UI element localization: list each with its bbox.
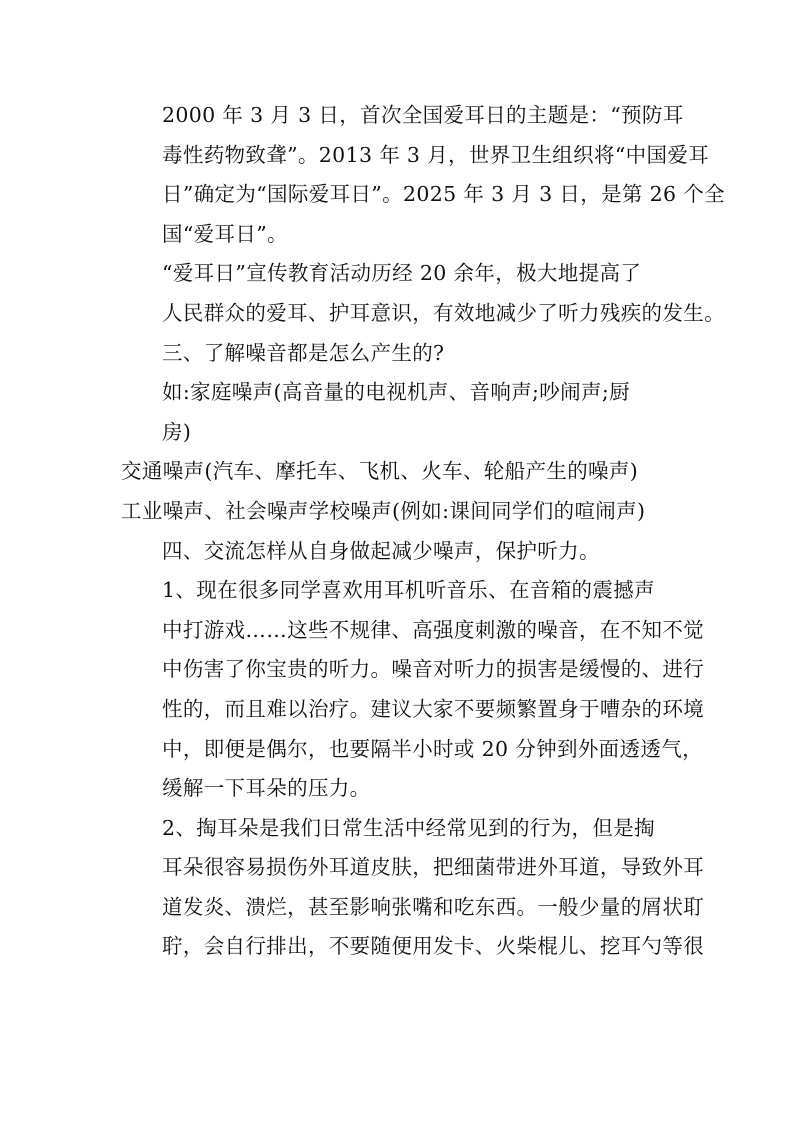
text-line: 国“爱耳日”。 (162, 221, 288, 246)
text-line: 性的，而且难以治疗。建议大家不要频繁置身于嘈杂的环境 (162, 696, 705, 721)
section-heading-reduce-noise (121, 532, 681, 572)
paragraph-campaign-impact (121, 254, 725, 333)
text-line: 三、了解噪音都是怎么产生的? (162, 340, 445, 365)
text-line: “爱耳日”宣传教育活动历经 20 余年，极大地提高了 (162, 261, 642, 286)
text-line: 2、掏耳朵是我们日常生活中经常见到的行为，但是掏 (162, 815, 655, 840)
paragraph-industrial-noise (121, 492, 681, 532)
text-line: 毒性药物致聋”。2013 年 3 月，世界卫生组织将“中国爱耳 (162, 142, 710, 167)
paragraph-traffic-noise (121, 452, 681, 492)
text-line: 道发炎、溃烂，甚至影响张嘴和吃东西。一般少量的屑状耵 (162, 894, 705, 919)
text-line: 中打游戏……这些不规律、高强度刺激的噪音，在不知不觉 (162, 617, 705, 642)
text-line: 工业噪声、社会噪声学校噪声(例如:课间同学们的喧闹声) (121, 498, 646, 523)
text-line: 聍，会自行排出，不要随便用发卡、火柴棍儿、挖耳勺等很 (162, 934, 705, 959)
section-heading-noise-sources (121, 334, 681, 374)
text-line: 耳朵很容易损伤外耳道皮肤，把细菌带进外耳道，导致外耳 (162, 855, 705, 880)
text-line: 缓解一下耳朵的压力。 (162, 776, 371, 801)
text-line: 2000 年 3 月 3 日，首次全国爱耳日的主题是：“预防耳 (162, 103, 684, 127)
text-line: 人民群众的爱耳、护耳意识，有效地减少了听力残疾的发生。 (162, 300, 725, 325)
text-line: 交通噪声(汽车、摩托车、飞机、火车、轮船产生的噪声) (121, 459, 639, 484)
text-line: 日”确定为“国际爱耳日”。2025 年 3 月 3 日，是第 26 个全 (162, 182, 725, 207)
text-line: 1、现在很多同学喜欢用耳机听音乐、在音箱的震撼声 (162, 578, 655, 603)
text-line: 中伤害了你宝贵的听力。噪音对听力的损害是缓慢的、进行 (162, 657, 705, 682)
paragraph-ear-picking-advice (121, 809, 705, 967)
text-line: 中，即便是偶尔，也要隔半小时或 20 分钟到外面透透气， (162, 736, 703, 761)
document-body (121, 96, 725, 967)
text-line: 如:家庭噪声(高音量的电视机声、音响声;吵闹声;厨 (162, 380, 630, 405)
text-line: 房) (162, 419, 192, 444)
paragraph-ear-day-history (121, 96, 725, 254)
paragraph-headphones-advice (121, 571, 705, 809)
text-line: 四、交流怎样从自身做起减少噪声，保护听力。 (162, 538, 600, 563)
paragraph-household-noise (121, 373, 681, 452)
